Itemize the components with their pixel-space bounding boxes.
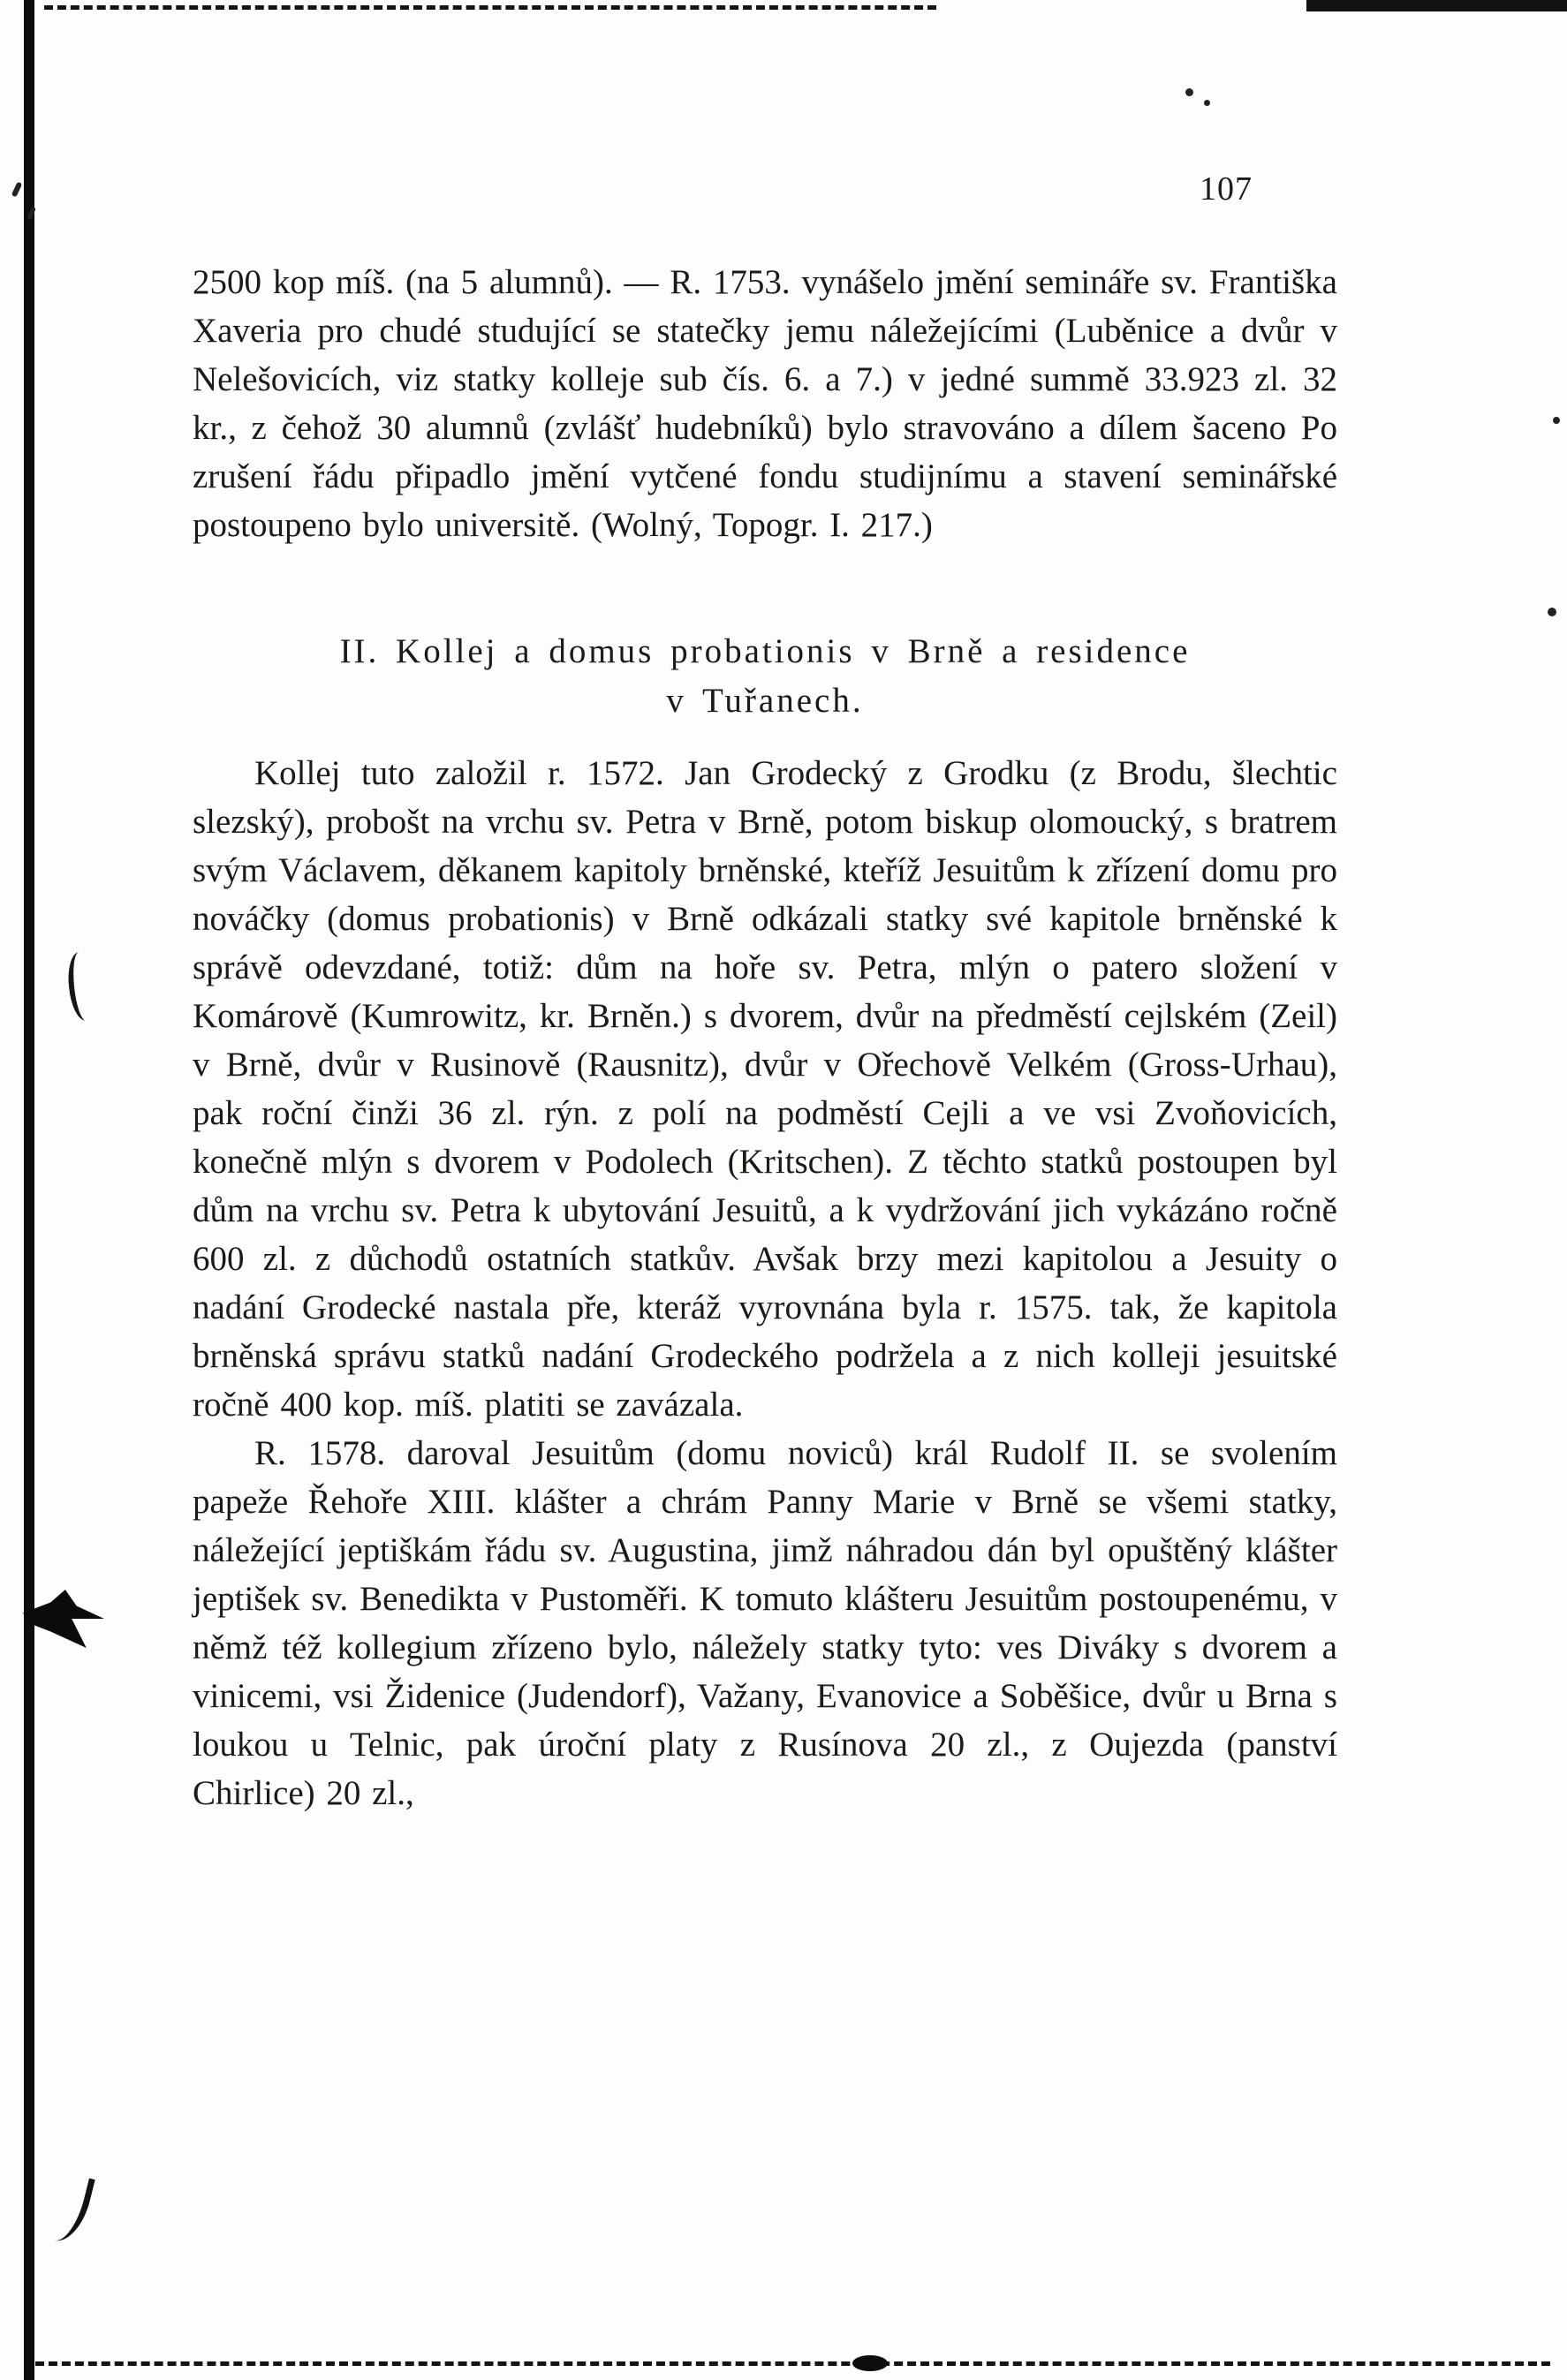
paragraph-rudolf-donation: R. 1578. daroval Jesuitům (domu noviců) král Rudolf II. se svolením papeže Řehoře XIII. klášter a chrám Panny Marie v Brně se všemi statky, náležející jeptiškám řádu sv. Augustina, jimž náhradou dán byl opuštěný klášter jeptišek sv. Benedikta v Pustoměři. K tomuto klášteru Jesuitům postoupenému, v němž též kollegium zřízeno bylo, náležely statky tyto: ves Diváky s dvorem a vinicemi, vsi Židenice (Judendorf), Važany, Evanovice a Soběšice, dvůr u Brna s loukou u Telnic, pak úroční platy z Rusínova 20 zl., z Oujezda (panství Chirlice) 20 zl., xyxy=(193,1434,1337,1812)
handwritten-brace-mark xyxy=(65,951,97,1022)
scan-binding-line xyxy=(24,0,34,2380)
paragraph-seminary-continuation: 2500 kop míš. (na 5 alumnů). — R. 1753. vynášelo jmění semináře sv. Františka Xaveria pro chudé studující se statečky jemu náležejícími (Luběnice a dvůr v Nelešovicích, viz statky kolleje sub čís. 6. a 7.) v jedné summě 33.923 zl. 32 kr., z čehož 30 alumnů (zvlášť hudebníků) bylo stravováno a dílem šaceno Po zrušení řádu připadlo jmění vytčené fondu studijnímu a stavení seminářské postoupeno bylo universitě. (Wolný, Topogr. I. 217.) xyxy=(193,263,1337,544)
scan-edge-dashes-top xyxy=(44,5,936,10)
section-heading-line-2: v Tuřanech. xyxy=(666,682,864,720)
section-heading-line-1: II. Kollej a domus probationis v Brně a residence xyxy=(339,632,1191,670)
scan-edge-bar-top-right xyxy=(1306,0,1567,11)
scan-edge-dashes-bottom xyxy=(35,2361,1550,2366)
scan-speck xyxy=(1553,417,1560,424)
section-heading xyxy=(193,627,1337,726)
page-number: 107 xyxy=(1200,170,1253,208)
scan-edge-blob-bottom xyxy=(852,2355,888,2371)
scan-speck xyxy=(1204,100,1210,106)
paragraph-kollej-founding: Kollej tuto založil r. 1572. Jan Grodecký z Grodku (z Brodu, šlechtic slezský), probošt na vrchu sv. Petra v Brně, potom biskup olomoucký, s bratrem svým Václavem, děkanem kapitoly brněnské, kteříž Jesuitům k zřízení domu pro nováčky (domus probationis) v Brně odkázali statky své kapitole brněnské k správě odevzdané, totiž: dům na hoře sv. Petra, mlýn o patero složení v Komárově (Kumrowitz, kr. Brněn.) s dvorem, dvůr na předměstí cejlském (Zeil) v Brně, dvůr v Rusinově (Rausnitz), dvůr v Ořechově Velkém (Gross-Urhau), pak roční činži 36 zl. rýn. z polí na podměstí Cejli a ve vsi Zvoňovicích, konečně mlýn s dvorem v Podolech (Kritschen). Z těchto statků postoupen byl dům na vrchu sv. Petra k ubytování Jesuitů, a k vydržování jich vykázáno ročně 600 zl. z důchodů ostatních statkův. Avšak brzy mezi kapitolou a Jesuity o nadání Grodecké nastala pře, kteráž vyrovnána byla r. 1575. tak, že kapitola brněnská správu statků nadání Grodeckého podržela a z nich kolleji jesuitské ročně 400 kop. míš. platiti se zavázala. xyxy=(193,754,1337,1424)
ink-blot xyxy=(23,1590,104,1648)
scan-speck xyxy=(1185,88,1193,96)
pen-stroke-mark xyxy=(43,2171,95,2247)
text-block xyxy=(193,258,1337,1817)
scan-speck xyxy=(1548,608,1556,616)
scan-speck xyxy=(11,182,23,198)
